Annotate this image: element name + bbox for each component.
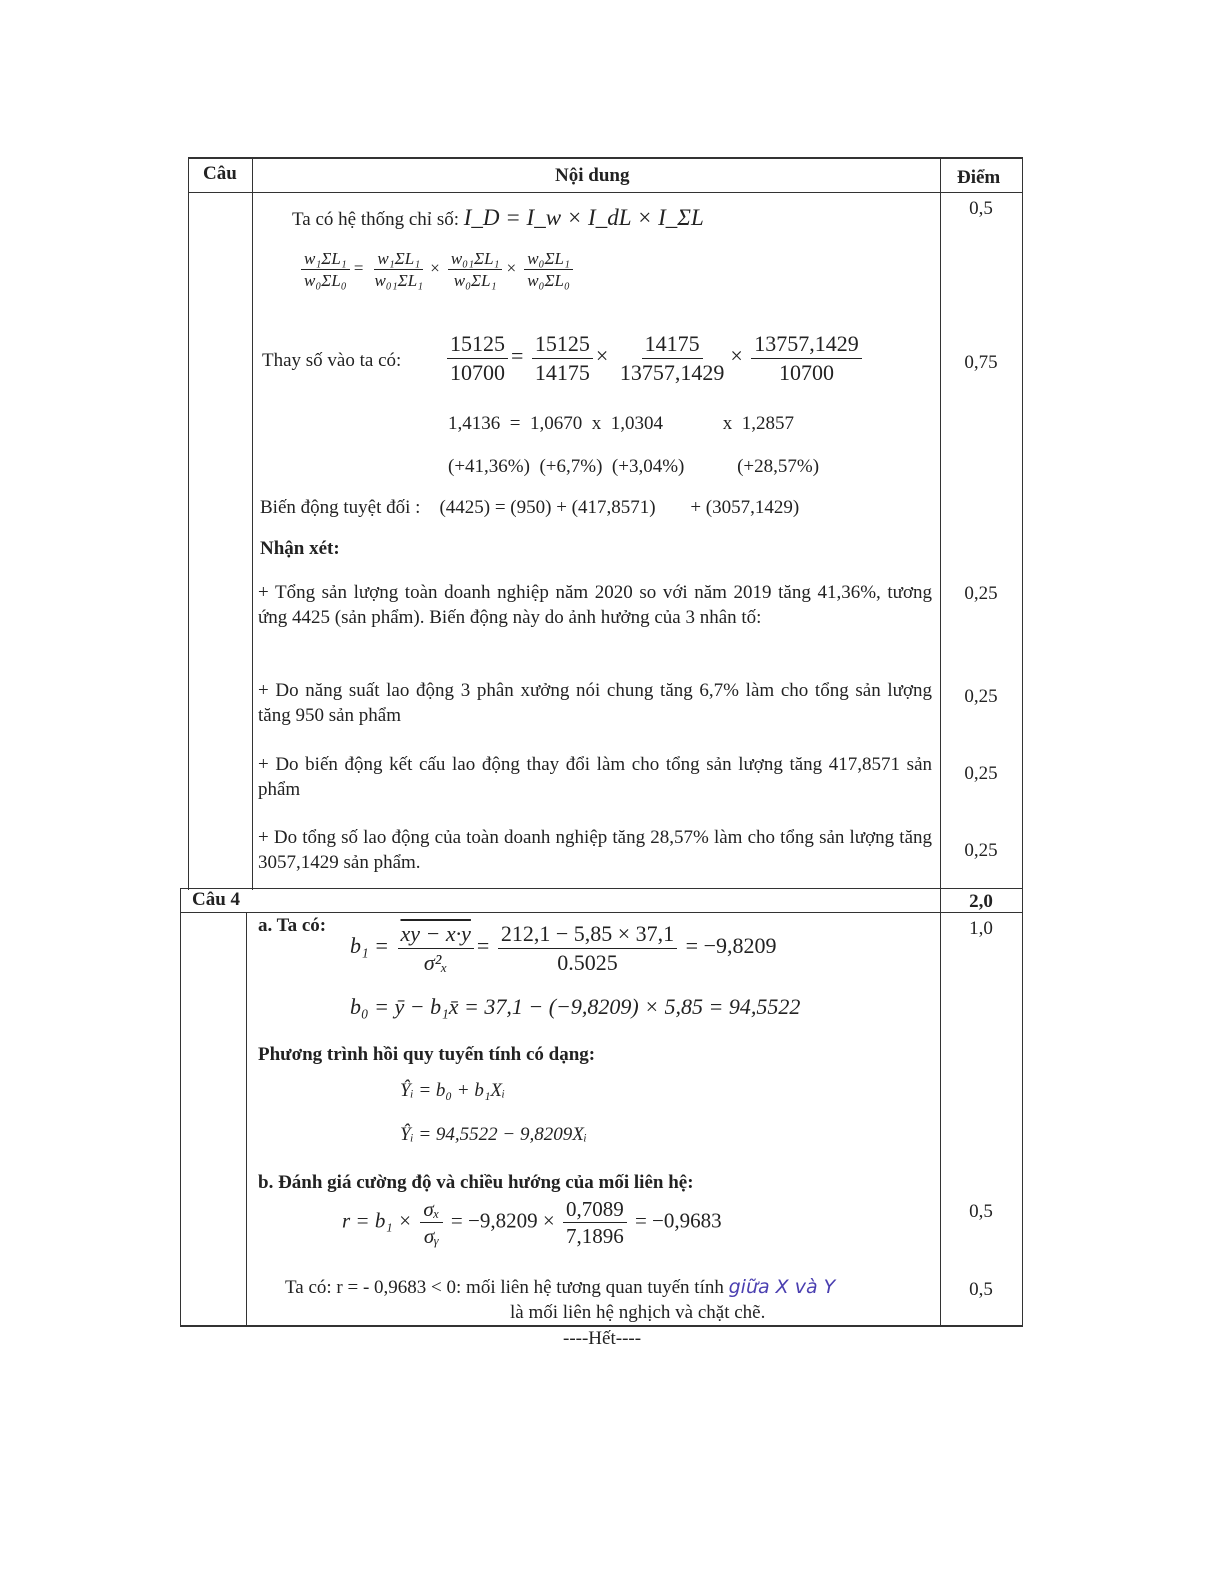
table-border-left [188, 157, 189, 890]
regression-title: Phương trình hồi quy tuyến tính có dạng: [258, 1044, 596, 1065]
index-system [292, 205, 704, 231]
substitute-formula: $\frac{15125}{10700}$ = $\frac{15125}{14175}$ × $\frac{14175}{13757,1429}$ × $\frac{13757,1429}{10700}$ [444, 330, 865, 386]
part-b-label: b. Đánh giá cường độ và chiều hướng của mối liên hệ: [258, 1172, 694, 1193]
cau4-label: Câu 4 [192, 889, 241, 910]
conclusion-text: Ta có: r = - 0,9683 < 0: mối liên hệ tương quan tuyến tính [285, 1277, 724, 1298]
index-system-formula: I_D = I_w × I_dL × I_ΣL [463, 205, 704, 230]
header-divider [188, 192, 1023, 193]
general-formula: $\frac{\text{w₁ΣL₁}}{\text{w₀ΣL₀}}$ = $\frac{\text{w₁ΣL₁}}{\text{w₀₁ΣL₁}}$ × $\frac{\text{w₀₁ΣL₁}}{\text{w₀ΣL₁}}$ × $\frac{\text{w₀ΣL₁}}{\text{w₀ΣL₀}}$ [298, 248, 576, 292]
handwritten-note: giữa X và Y [728, 1276, 836, 1298]
header-noi-dung: Nội dung [555, 165, 630, 186]
points: 0,75 [964, 352, 998, 373]
remark-title: Nhận xét: [260, 538, 340, 559]
points: 0,5 [969, 198, 993, 219]
conclusion-line2: là mối liên hệ nghịch và chặt chẽ. [510, 1302, 766, 1323]
table-border-right [1022, 157, 1023, 1325]
table-border-bottom [180, 1325, 1023, 1327]
row-divider [180, 912, 1023, 913]
end-marker: ----Hết---- [563, 1328, 642, 1349]
remark: + Tổng sản lượng toàn doanh nghiệp năm 2020 so với năm 2019 tăng 41,36%, tương ứng 4425 (sản phẩm). Biến động này do ảnh hưởng của 3 nhân tố: [258, 582, 932, 628]
points: 0,25 [964, 583, 998, 604]
points: 1,0 [969, 918, 993, 939]
remark: + Do tổng số lao động của toàn doanh nghiệp tăng 28,57% làm cho tổng sản lượng tăng 3057,1429 sản phẩm. [258, 827, 932, 873]
conclusion [285, 1276, 835, 1299]
column-divider-lower [246, 912, 247, 1326]
index-system-label: Ta có hệ thống chỉ số: [292, 209, 459, 230]
r-formula: r = b₁ × $\frac{\text{σₓ}}{\text{σᵧ}}$ = −9,8209 × $\frac{0,7089}{7,1896}$ = −0,9683 [342, 1197, 722, 1249]
percents: (+41,36%) (+6,7%) (+3,04%) (+28,57%) [448, 456, 820, 477]
b1-formula: b₁ = $\frac{xy - x\cdot y}{\text{σ²ₓ}}$ = $\frac{212,1 - 5,85 \times 37,1}{0.5025}$ = −9,8209 [350, 921, 777, 975]
cau4-total-points: 2,0 [969, 891, 993, 912]
ratios: 1,4136 = 1,0670 x 1,0304 x 1,2857 [448, 413, 794, 434]
points: 0,5 [969, 1201, 993, 1222]
remark: + Do biến động kết cấu lao động thay đổi làm cho tổng sản lượng tăng 417,8571 sản phẩm [258, 754, 932, 800]
remark: + Do năng suất lao động 3 phân xưởng nói chung tăng 6,7% làm cho tổng sản lượng tăng 950 sản phẩm [258, 680, 932, 726]
substitute-label: Thay số vào ta có: [262, 350, 402, 371]
column-divider [252, 157, 253, 890]
table-border-left-lower [180, 888, 181, 1326]
points: 0,5 [969, 1279, 993, 1300]
row-divider [180, 888, 1023, 889]
header-diem: Điểm [957, 167, 1001, 188]
regression-fitted: Ŷᵢ = 94,5522 − 9,8209Xᵢ [400, 1124, 587, 1145]
part-a-label: a. Ta có: [258, 915, 327, 936]
points: 0,25 [964, 763, 998, 784]
absolute-change: Biến động tuyệt đối : (4425) = (950) + (417,8571) + (3057,1429) [260, 497, 800, 518]
points: 0,25 [964, 840, 998, 861]
b0-formula: b₀ = ȳ − b₁x̄ = 37,1 − (−9,8209) × 5,85 = 94,5522 [350, 994, 801, 1019]
header-cau: Câu [203, 163, 237, 184]
points: 0,25 [964, 686, 998, 707]
table-border-top [188, 157, 1023, 159]
column-divider-points [940, 157, 941, 1325]
regression-general: Ŷᵢ = b₀ + b₁Xᵢ [400, 1080, 506, 1101]
